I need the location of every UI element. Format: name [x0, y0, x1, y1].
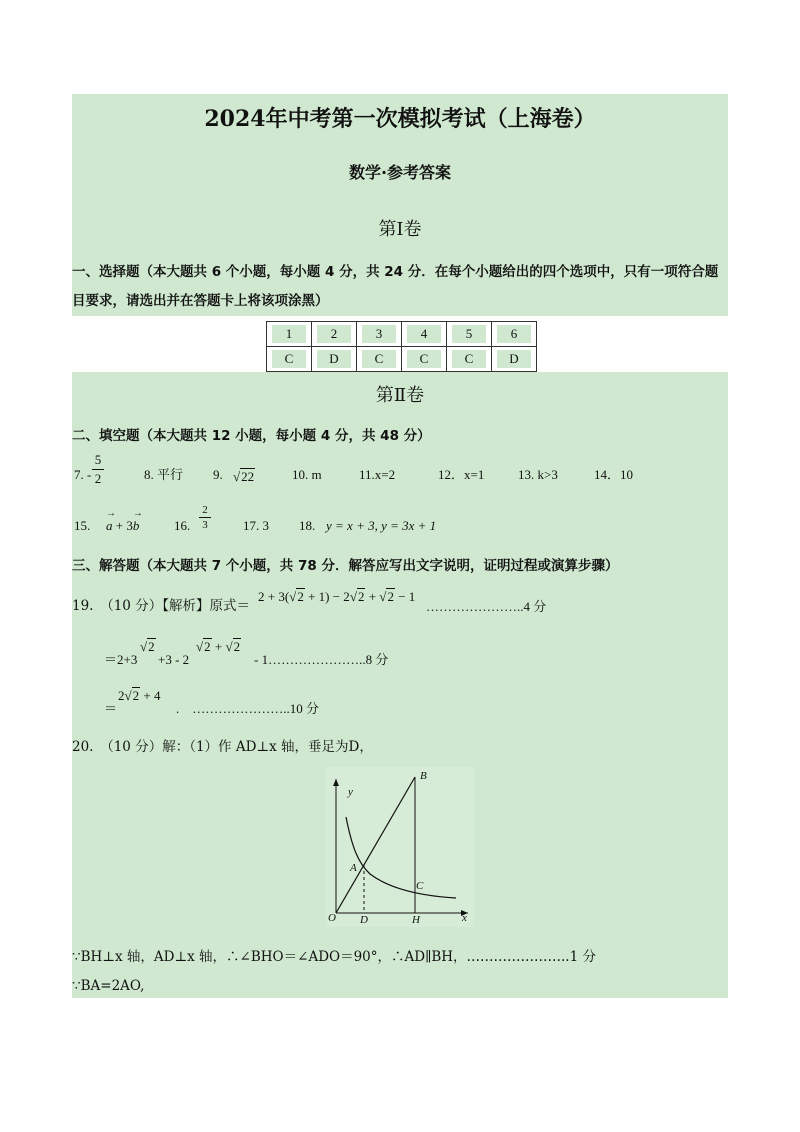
- answer-15-expression: → a + 3 → b: [106, 508, 143, 533]
- fraction-bar: [92, 469, 104, 470]
- table-cell: C: [402, 347, 447, 372]
- q19-line2-sqrt-pair: √2 + √2: [196, 639, 241, 654]
- y-axis-arrow-icon: [333, 779, 339, 786]
- answer-16-prefix: 16.: [174, 518, 191, 533]
- q20-line1: ∵BH⊥x 轴，AD⊥x 轴，∴∠BHO＝∠ADO＝90°，∴AD∥BH，…………………..1 分: [72, 949, 596, 965]
- fill-section-heading: 二、填空题（本大题共 12 小题，每小题 4 分，共 48 分）: [72, 428, 431, 444]
- graph-label-b: B: [420, 770, 427, 782]
- q19-line3-d: . …………………..10 分: [176, 701, 320, 716]
- q19-label: 19. （10 分）【解析】原式＝: [72, 598, 250, 614]
- answer-14: 14．10: [594, 467, 634, 482]
- answer-9-prefix: 9.: [213, 467, 223, 482]
- table-cell: 6: [492, 322, 537, 347]
- table-cell: D: [492, 347, 537, 372]
- vector-arrow-icon: →: [132, 508, 143, 519]
- q20-line2: ∵BA=2AO,: [72, 978, 145, 994]
- table-cell: 3: [357, 322, 402, 347]
- answer-11: 11.x=2: [359, 467, 396, 482]
- graph-label-o: O: [328, 912, 336, 924]
- answer-13: 13. k>3: [518, 467, 558, 482]
- part2-heading: 第Ⅱ卷: [375, 385, 425, 406]
- choice-section-line1: 一、选择题（本大题共 6 个小题，每小题 4 分，共 24 分．在每个小题给出的四个选项中，只有一项符合题: [72, 264, 719, 280]
- graph-label-x: x: [462, 912, 467, 924]
- q19-score-1: …………………..4 分: [426, 599, 547, 614]
- answer-table-answers-row: [267, 347, 537, 372]
- q19-line2-a: ＝2+3: [104, 652, 138, 667]
- graph-label-d: D: [360, 914, 368, 926]
- page-subtitle: 数学·参考答案: [348, 163, 452, 182]
- radicand: 22: [241, 469, 255, 484]
- q19-line2-b: +3 - 2: [158, 652, 190, 667]
- answer-18-prefix: 18.: [299, 518, 316, 533]
- vector-arrow-icon: →: [106, 508, 116, 519]
- fraction-numerator: 5: [94, 452, 102, 467]
- table-cell: 2: [312, 322, 357, 347]
- graph-label-c: C: [416, 880, 424, 892]
- choice-section-line2: 目要求，请选出并在答题卡上将该项涂黑）: [72, 293, 329, 309]
- answer-8: 8. 平行: [144, 467, 184, 482]
- answer-10: 10. m: [292, 467, 322, 482]
- q19-line3-a: ＝: [104, 701, 118, 716]
- table-cell: C: [447, 347, 492, 372]
- graph-label-h: H: [412, 914, 420, 926]
- vector-b: → b: [132, 508, 143, 533]
- q20-label: 20. （10 分）解：（1）作 AD⊥x 轴，垂足为D，: [72, 739, 373, 755]
- table-cell: 5: [447, 322, 492, 347]
- q20-graph: [326, 767, 474, 927]
- fraction-numerator: 2: [202, 504, 208, 516]
- table-cell: C: [357, 347, 402, 372]
- solve-section-heading: 三、解答题（本大题共 7 个小题，共 78 分．解答应写出文字说明，证明过程或演算步骤）: [72, 558, 619, 574]
- q19-expression: 2 + 3(√2 + 1) − 2√2 + √2 − 1: [258, 589, 416, 604]
- answer-9-radical: √22: [233, 469, 255, 484]
- fraction-bar: [199, 517, 211, 518]
- answer-7-fraction: [92, 452, 104, 487]
- q19-line2-d: - 1…………………..8 分: [254, 652, 389, 667]
- fraction-denominator: 3: [202, 519, 208, 531]
- part1-heading: 第Ⅰ卷: [378, 219, 422, 240]
- answer-16-fraction: [199, 504, 211, 531]
- fraction-denominator: 2: [94, 471, 102, 486]
- answer-17: 17. 3: [243, 518, 269, 533]
- table-cell: D: [312, 347, 357, 372]
- answer-12: 12．x=1: [438, 467, 485, 482]
- q19-line3-expression: 2√2 + 4: [118, 688, 161, 703]
- answer-table: [266, 321, 537, 372]
- answer-15-prefix: 15.: [74, 518, 91, 533]
- answer-18-expression: y = x + 3, y = 3x + 1: [326, 518, 437, 533]
- table-cell: C: [267, 347, 312, 372]
- graph-label-y: y: [348, 786, 353, 798]
- q19-line2-sqrt: √2: [140, 639, 155, 654]
- vector-a: → a: [106, 508, 116, 533]
- page-title: 2024年中考第一次模拟考试（上海卷）: [204, 106, 596, 132]
- answer-table-numbers-row: [267, 322, 537, 347]
- answer-7-prefix: 7. -: [74, 467, 92, 482]
- hyperbola-curve: [346, 817, 456, 898]
- table-cell: 1: [267, 322, 312, 347]
- graph-label-a: A: [350, 862, 357, 874]
- table-cell: 4: [402, 322, 447, 347]
